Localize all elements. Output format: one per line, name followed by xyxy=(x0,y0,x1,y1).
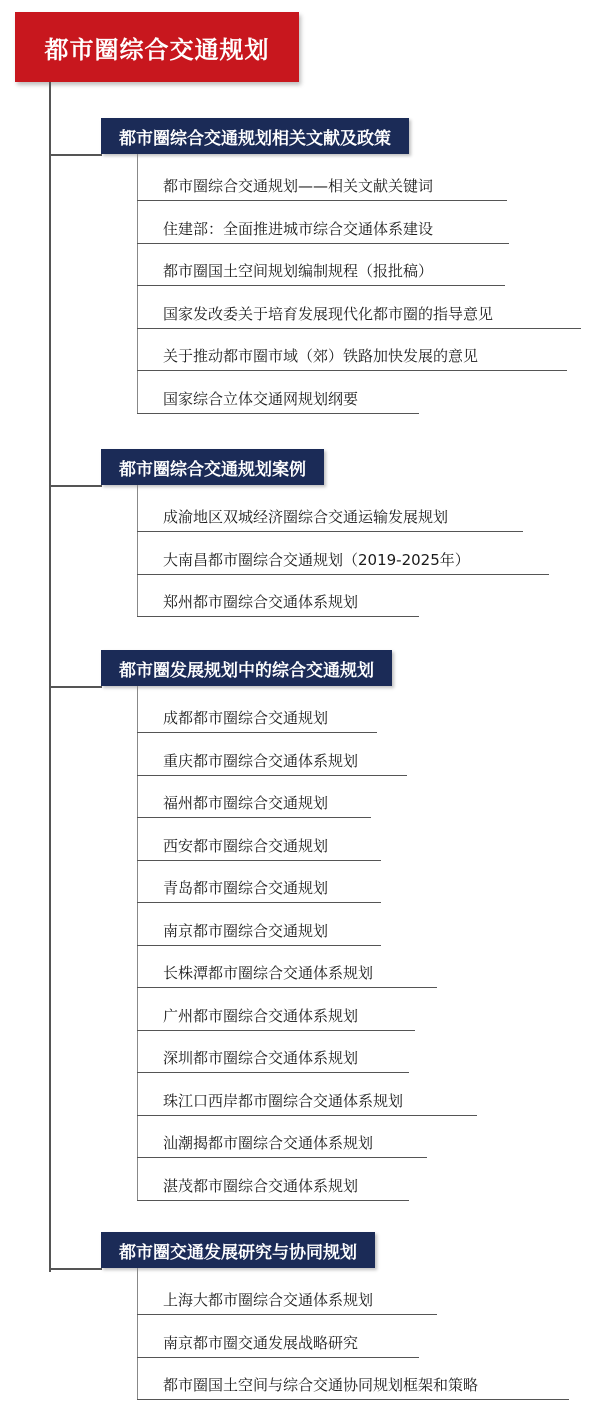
section-header: 都市圈综合交通规划案例 xyxy=(101,449,324,485)
list-item: 都市圈国土空间与综合交通协同规划框架和策略 xyxy=(137,1370,569,1400)
list-item: 南京都市圈交通发展战略研究 xyxy=(137,1328,419,1358)
list-item: 湛茂都市圈综合交通体系规划 xyxy=(137,1171,409,1201)
list-item: 上海大都市圈综合交通体系规划 xyxy=(137,1285,437,1315)
list-item: 成都都市圈综合交通规划 xyxy=(137,703,377,733)
branch-line xyxy=(49,686,102,688)
list-item: 福州都市圈综合交通规划 xyxy=(137,788,371,818)
section-header: 都市圈发展规划中的综合交通规划 xyxy=(101,650,392,686)
list-item: 都市圈综合交通规划——相关文献关键词 xyxy=(137,171,507,201)
list-item: 珠江口西岸都市圈综合交通体系规划 xyxy=(137,1086,477,1116)
list-item: 汕潮揭都市圈综合交通体系规划 xyxy=(137,1128,427,1158)
list-item: 大南昌都市圈综合交通规划（2019-2025年） xyxy=(137,545,549,575)
list-item: 国家发改委关于培育发展现代化都市圈的指导意见 xyxy=(137,299,581,329)
branch-line xyxy=(49,485,102,487)
list-item: 南京都市圈综合交通规划 xyxy=(137,916,381,946)
list-item: 成渝地区双城经济圈综合交通运输发展规划 xyxy=(137,502,523,532)
root-node: 都市圈综合交通规划 xyxy=(15,12,299,82)
list-item: 国家综合立体交通网规划纲要 xyxy=(137,384,419,414)
list-item: 住建部：全面推进城市综合交通体系建设 xyxy=(137,214,509,244)
section-header: 都市圈交通发展研究与协同规划 xyxy=(101,1232,375,1268)
list-item: 都市圈国土空间规划编制规程（报批稿） xyxy=(137,256,505,286)
list-item: 西安都市圈综合交通规划 xyxy=(137,831,381,861)
list-item: 深圳都市圈综合交通体系规划 xyxy=(137,1043,409,1073)
list-item: 关于推动都市圈市域（郊）铁路加快发展的意见 xyxy=(137,341,567,371)
branch-line xyxy=(49,154,102,156)
list-item: 广州都市圈综合交通体系规划 xyxy=(137,1001,415,1031)
trunk-line xyxy=(49,82,51,1272)
list-item: 长株潭都市圈综合交通体系规划 xyxy=(137,958,437,988)
list-item: 青岛都市圈综合交通规划 xyxy=(137,873,381,903)
branch-line xyxy=(49,1268,102,1270)
section-header: 都市圈综合交通规划相关文献及政策 xyxy=(101,118,409,154)
list-item: 郑州都市圈综合交通体系规划 xyxy=(137,587,419,617)
list-item: 重庆都市圈综合交通体系规划 xyxy=(137,746,407,776)
